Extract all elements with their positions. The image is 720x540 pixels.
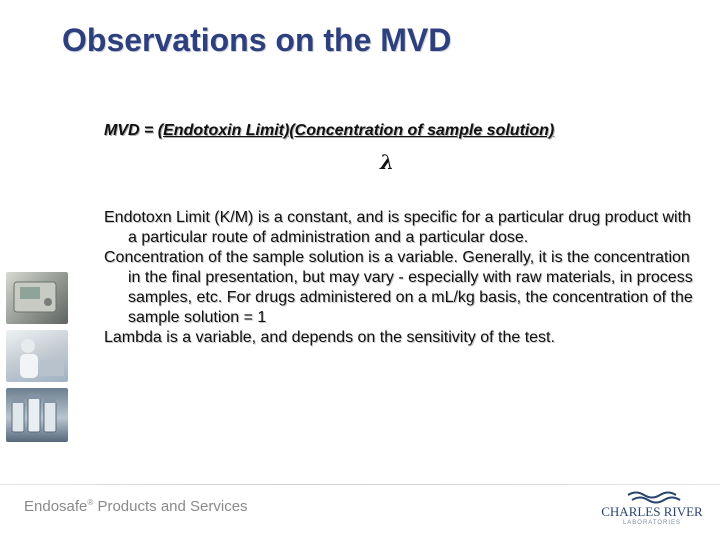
formula-denominator: λ <box>380 150 395 174</box>
photo-strip <box>6 272 68 442</box>
wave-icon <box>598 490 706 504</box>
lab-technician-photo <box>6 330 68 382</box>
charles-river-logo <box>598 490 706 532</box>
formula-lhs: MVD = <box>104 122 158 139</box>
brand-name: Endosafe <box>24 498 88 515</box>
footer-brand <box>24 498 248 515</box>
logo-subtitle: LABORATORIES <box>622 520 682 526</box>
paragraph-lambda: Lambda is a variable, and depends on the sensitivity of the test. <box>104 329 555 346</box>
lab-device-photo <box>6 272 68 324</box>
footer-divider <box>0 484 720 485</box>
slide-body <box>104 208 694 348</box>
brand-suffix: Products and Services <box>93 498 248 515</box>
formula-numerator: (Endotoxin Limit)(Concentration of sample solution) <box>157 122 555 139</box>
paragraph-concentration: Concentration of the sample solution is a variable. Generally, it is the concentration in the final presentation, but may vary - especially with raw materials, in process samples, etc. For drugs administered on a mL/kg basis, the concentration of the sample solution = 1 <box>104 249 693 326</box>
slide-title: Observations on the MVD <box>62 22 452 58</box>
paragraph-endotoxin-limit: Endotoxn Limit (K/M) is a constant, and is specific for a particular drug product with a particular route of administration and a particular dose. <box>104 209 691 246</box>
logo-name: CHARLES RIVER <box>601 504 703 519</box>
registered-mark: ® <box>87 498 94 507</box>
mvd-formula <box>104 122 554 140</box>
vials-photo <box>6 388 68 442</box>
